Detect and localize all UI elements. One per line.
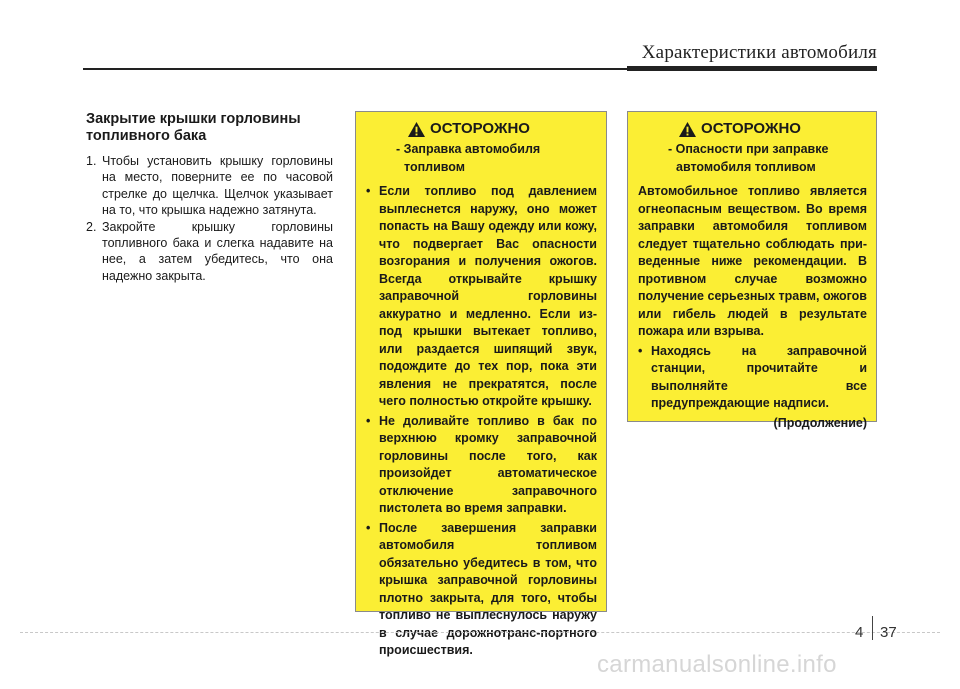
warning-header <box>638 120 867 138</box>
header-rule <box>83 68 627 70</box>
warning-item <box>638 343 867 413</box>
warning-item-text: Не доливайте топливо в бак по верхнюю кромку заправочной горловины после того, как произойдет автоматическое отключение заправочного пистолета во время заправки. <box>379 413 597 515</box>
warning-triangle-icon <box>678 121 697 138</box>
warning-title: ОСТОРОЖНО <box>430 120 530 137</box>
header-rule-accent <box>627 66 877 71</box>
warning-list <box>638 343 867 413</box>
instructions-column <box>86 111 333 284</box>
footer-divider <box>20 632 940 633</box>
step-text: Чтобы установить крышку горловины на место, поверните ее по часовой стрелке до щелчка. Щелчок указывает на то, что крышка надежно затянута. <box>102 154 333 218</box>
warning-item-text: После завершения заправки автомобиля топливом обязательно убедитесь в том, что крышка заправочной горловины плотно закрыта, для того, чтобы топливо не выплеснулось наружу в случае дорожнотранс-портного происшествия. <box>379 520 597 657</box>
watermark: carmanualsonline.info <box>597 651 837 678</box>
step-item <box>86 219 333 285</box>
bullet: • <box>366 184 371 198</box>
step-text: Закройте крышку горловины топливного бака и слегка надавите на нее, а затем убедитесь, что она надежно закрыта. <box>102 219 333 283</box>
chapter-number: 4 <box>855 624 864 641</box>
warning-subtitle: - Заправка автомобиля топливом <box>396 142 541 174</box>
warning-header <box>366 120 597 138</box>
warning-item <box>366 413 597 518</box>
bullet: • <box>366 520 371 535</box>
steps-list <box>86 153 333 284</box>
bullet: • <box>638 343 643 358</box>
section-heading: Закрытие крышки горловины топливного бака <box>86 111 301 144</box>
warning-title: ОСТОРОЖНО <box>701 120 801 137</box>
page-number-separator <box>872 616 873 640</box>
warning-triangle-icon <box>407 121 426 138</box>
warning-item-text: Находясь на заправочной станции, прочитайте и выполняйте все предупреждающие надписи. <box>651 343 867 410</box>
warning-item <box>366 520 597 660</box>
step-item <box>86 153 333 219</box>
warning-subtitle: - Опасности при заправке автомобиля топливом <box>668 142 829 174</box>
step-number: 1. <box>86 154 97 168</box>
continued-label: (Продолжение) <box>773 415 867 430</box>
warning-box-refueling <box>355 111 607 657</box>
page-number: 37 <box>880 624 897 641</box>
warning-item <box>366 183 597 411</box>
section-header-title: Характеристики автомобиля <box>641 42 877 63</box>
warning-box-fuel-hazards <box>627 111 877 430</box>
warning-paragraph: Автомобильное топливо является огнеопасным веществом. Во время заправки автомобиля топливом следует тщательно соблюдать при-веденные ниже рекомендации. В противном случае возможно получение серьезных травм, ожогов или гибель людей в результате пожара или взрыва. <box>638 184 867 338</box>
step-number: 2. <box>86 219 97 234</box>
warning-item-text: Если топливо под давлением выплеснется наружу, оно может попасть на Вашу одежду или кожу, что подвергает Вас опасности возгорания и получения ожогов. Всегда открывайте крышку заправочной горловины аккуратно и медленно. Если из-под крышки вытекает топливо, или раздается шипящий звук, подождите до тех пор, пока эти явления не прекратятся, после чего полностью откройте крышку. <box>379 184 597 408</box>
bullet: • <box>366 413 371 428</box>
warning-list <box>366 183 597 660</box>
